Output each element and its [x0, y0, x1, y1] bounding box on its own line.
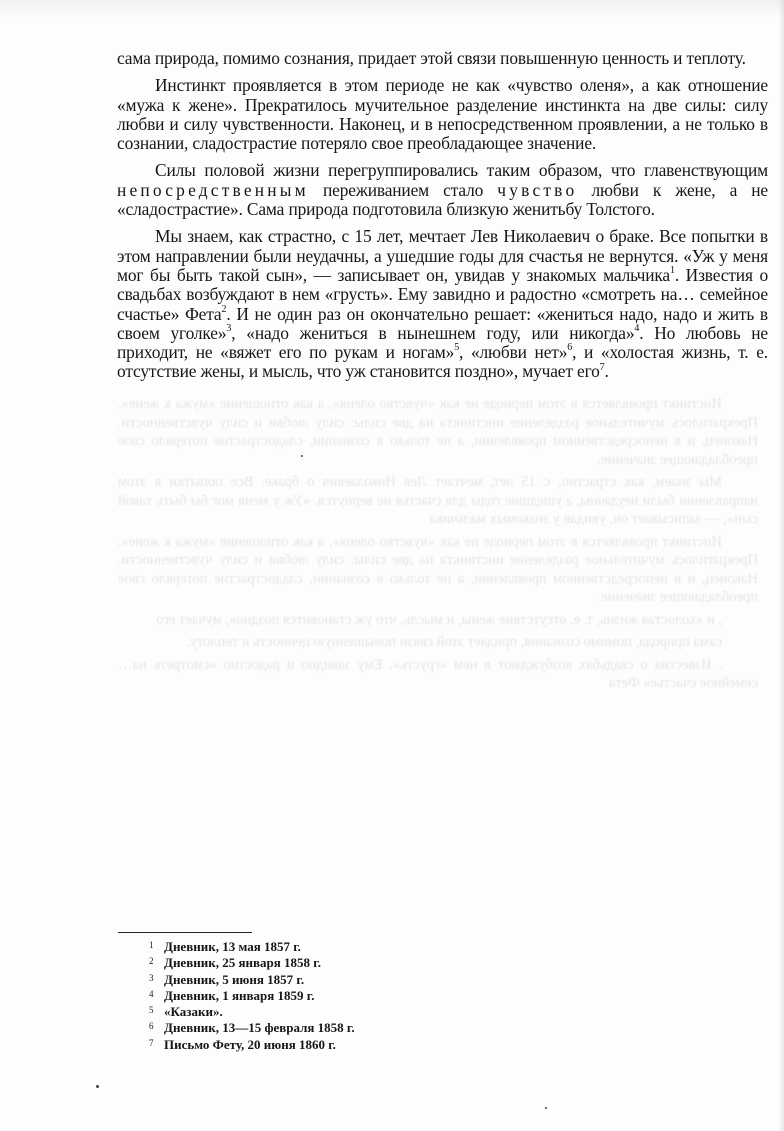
text-run: , «любви нет» — [459, 342, 568, 363]
footnote-text: Письмо Фету, 20 июня 1860 г. — [164, 1036, 336, 1052]
footnote-number: 3 — [149, 972, 154, 983]
footnote-ref[interactable]: 6 — [567, 342, 573, 354]
footnotes — [149, 938, 355, 1052]
footnote-item — [149, 938, 355, 954]
footnote-number: 5 — [149, 1005, 154, 1016]
spaced-emphasis: непосредственным — [117, 179, 309, 200]
footnote-item — [149, 1003, 355, 1019]
footnote-separator — [118, 932, 252, 933]
footnote-number: 1 — [149, 940, 154, 950]
text-run: . Известия о свадьбах возбуждают в нем «грусть». Ему завидно и радостно «смотреть на… семейное счастье» Фета — [117, 264, 768, 324]
paragraph-instinct: Инстинкт проявляется в этом периоде не как «чувство оленя», а как отношение «мужа к жене». Прекратилось мучительное разделение инстинкта на две силы: силу любви и силу чувственности. Наконец, и в непосредственном проявлении, а не только в сознании, сладострастие потеряло свое преобладающее значение. — [117, 75, 768, 154]
text-run: , «надо жениться в нынешнем году, или никогда» — [231, 322, 635, 343]
footnote-ref[interactable]: 1 — [669, 265, 675, 277]
footnote-text: Дневник, 13 мая 1857 г. — [164, 939, 301, 954]
footnote-item — [149, 987, 355, 1003]
scan-speck — [301, 455, 303, 457]
text-run: , и «холостая жизнь, т. е. отсутствие жены, и мысль, что уж становится поздно», мучает его — [117, 342, 769, 382]
footnote-ref[interactable]: 3 — [226, 323, 232, 335]
bleed-through-text: Инстинкт проявляется в этом периоде не как «чувство оленя», а как отношение «мужа к жене». Прекратилось мучительное разделение инстинкта на две силы: силу любви и силу чувственности. Наконец, и в непосредственном проявлении, а не только в сознании, сладострастие потеряло свое преобладающее значение. Мы знаем, как страстно, с 15 лет, мечтает Лев Николаевич о браке. Все попытки в этом направлении были неудачны, а ушедшие годы для счастья не вернутся. «Уж у меня мог бы быть такой сын», — записывает он, увидав у знакомых мальчика Инстинкт проявляется в этом периоде не как «чувство оленя», а как отношение «мужа к жене». Прекратилось мучительное разделение инстинкта на две силы: силу любви и силу чувственности. Наконец, и в непосредственном проявлении, а не только в сознании, сладострастие потеряло свое преобладающее значение. , и «холостая жизнь, т. е. отсутствие жены, и мысль, что уж становится поздно», мучает его сама природа, помимо сознания, придает этой связи повышенную ценность и теплоту. . Известия о свадьбах возбуждают в нем «грусть». Ему завидно и радостно «смотреть на… семейное счастье» Фета — [118, 396, 758, 691]
footnote-ref[interactable]: 2 — [221, 303, 227, 315]
footnote-item — [149, 954, 355, 970]
text-run: . Но любовь не приходит, не «вяжет его по рукам и ногам» — [117, 322, 768, 363]
scan-speck — [96, 1085, 99, 1088]
paragraph-continuation: сама природа, помимо сознания, придает этой связи повышенную ценность и теплоту. — [117, 48, 746, 68]
footnote-number: 7 — [149, 1037, 154, 1048]
text-run: Силы половой жизни перегруппировались таким образом, что главенствующим — [155, 160, 768, 181]
text-run: Мы знаем, как страстно, с 15 лет, мечтает Лев Николаевич о браке. Все попытки в этом направлении были неудачны, а ушедшие годы для счастья не вернутся. «Уж у меня мог бы быть такой сын», — записывает он, увидав у знакомых мальчика — [117, 226, 768, 285]
paragraph-marriage — [117, 227, 768, 381]
spaced-emphasis: чувство — [497, 179, 578, 200]
text-run: . И не один раз он окончательно решает: «жениться надо, надо и жить в своем уголке» — [117, 303, 768, 343]
footnote-number: 4 — [149, 988, 154, 999]
footnote-text: «Казаки». — [164, 1004, 223, 1020]
footnote-number: 2 — [149, 956, 154, 967]
footnote-number: 6 — [149, 1021, 154, 1032]
footnote-item — [149, 971, 355, 987]
footnote-item — [149, 1019, 355, 1035]
text-run: . — [604, 361, 609, 382]
footnote-text: Дневник, 25 января 1858 г. — [164, 955, 321, 971]
footnote-text: Дневник, 13—15 февраля 1858 г. — [164, 1020, 355, 1036]
text-run: переживанием стало — [308, 179, 498, 200]
footnote-text: Дневник, 5 июня 1857 г. — [164, 971, 305, 987]
footnote-ref[interactable]: 7 — [599, 361, 605, 373]
body-text — [117, 49, 768, 390]
scan-edge-shadow-right — [778, 0, 784, 1131]
footnote-ref[interactable]: 5 — [454, 342, 460, 354]
text-run: любви к жене, а не «сладострастие». Сама природа подготовила близкую женитьбу Толстого. — [117, 179, 769, 220]
footnote-ref[interactable]: 4 — [634, 323, 640, 335]
scan-speck — [545, 1107, 547, 1109]
footnote-item — [149, 1036, 355, 1052]
footnote-text: Дневник, 1 января 1859 г. — [164, 987, 315, 1003]
paragraph-sexual-life — [117, 161, 768, 219]
scan-edge-shadow-top — [0, 0, 784, 18]
